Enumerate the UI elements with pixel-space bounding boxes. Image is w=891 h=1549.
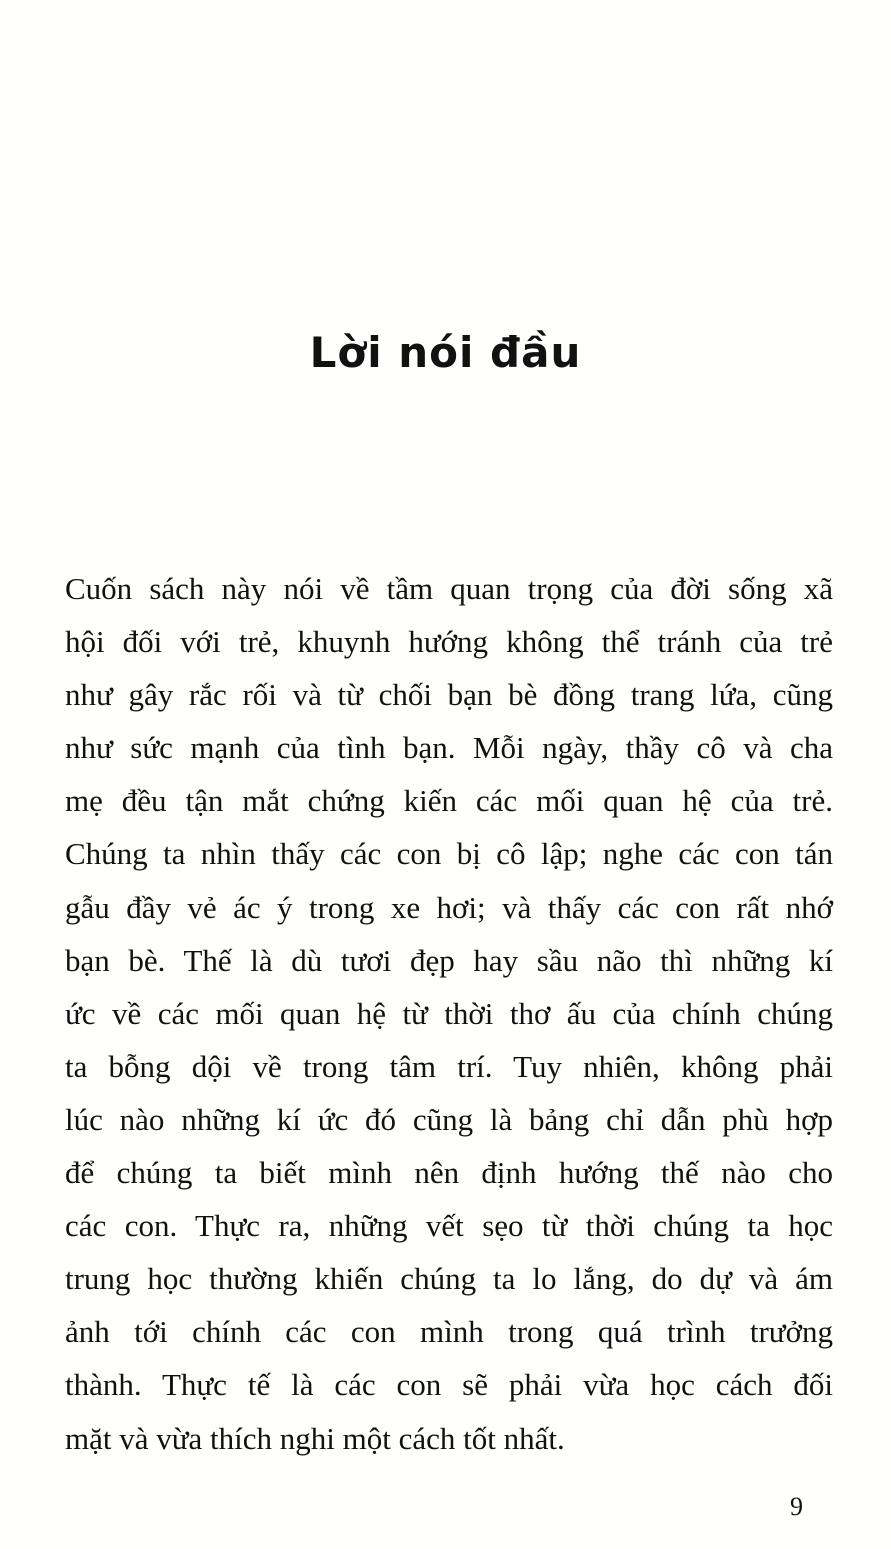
paragraph-line: gẫu đầy vẻ ác ý trong xe hơi; và thấy các con rất nhớ: [65, 889, 833, 925]
paragraph-line: Chúng ta nhìn thấy các con bị cô lập; nghe các con tán: [65, 836, 833, 872]
paragraph-line: mặt và vừa thích nghi một cách tốt nhất.: [65, 1420, 565, 1456]
paragraph-line: lúc nào những kí ức đó cũng là bảng chỉ dẫn phù hợp: [65, 1101, 833, 1137]
paragraph-line: bạn bè. Thế là dù tươi đẹp hay sầu não thì những kí: [65, 942, 833, 978]
paragraph-line: thành. Thực tế là các con sẽ phải vừa học cách đối: [65, 1367, 833, 1403]
paragraph-line: để chúng ta biết mình nên định hướng thế nào cho: [65, 1155, 833, 1191]
paragraph-line: như gây rắc rối và từ chối bạn bè đồng trang lứa, cũng: [65, 677, 833, 713]
paragraph-line: các con. Thực ra, những vết sẹo từ thời chúng ta học: [65, 1208, 833, 1244]
paragraph-line: ức về các mối quan hệ từ thời thơ ấu của chính chúng: [65, 995, 833, 1031]
paragraph-line: mẹ đều tận mắt chứng kiến các mối quan hệ của trẻ.: [65, 783, 833, 819]
paragraph-line: Cuốn sách này nói về tầm quan trọng của đời sống xã: [65, 571, 833, 606]
paragraph-line: trung học thường khiến chúng ta lo lắng, do dự và ám: [65, 1261, 833, 1297]
paragraph-line: ta bỗng dội về trong tâm trí. Tuy nhiên, không phải: [65, 1048, 833, 1084]
paragraph-line: hội đối với trẻ, khuynh hướng không thể tránh của trẻ: [65, 624, 833, 660]
paragraph-line: ảnh tới chính các con mình trong quá trình trưởng: [65, 1314, 833, 1350]
paragraph-line: như sức mạnh của tình bạn. Mỗi ngày, thầy cô và cha: [65, 730, 833, 766]
body-paragraph: [65, 562, 833, 1465]
page-title: Lời nói đầu: [309, 328, 582, 377]
page-number: 9: [790, 1492, 803, 1521]
